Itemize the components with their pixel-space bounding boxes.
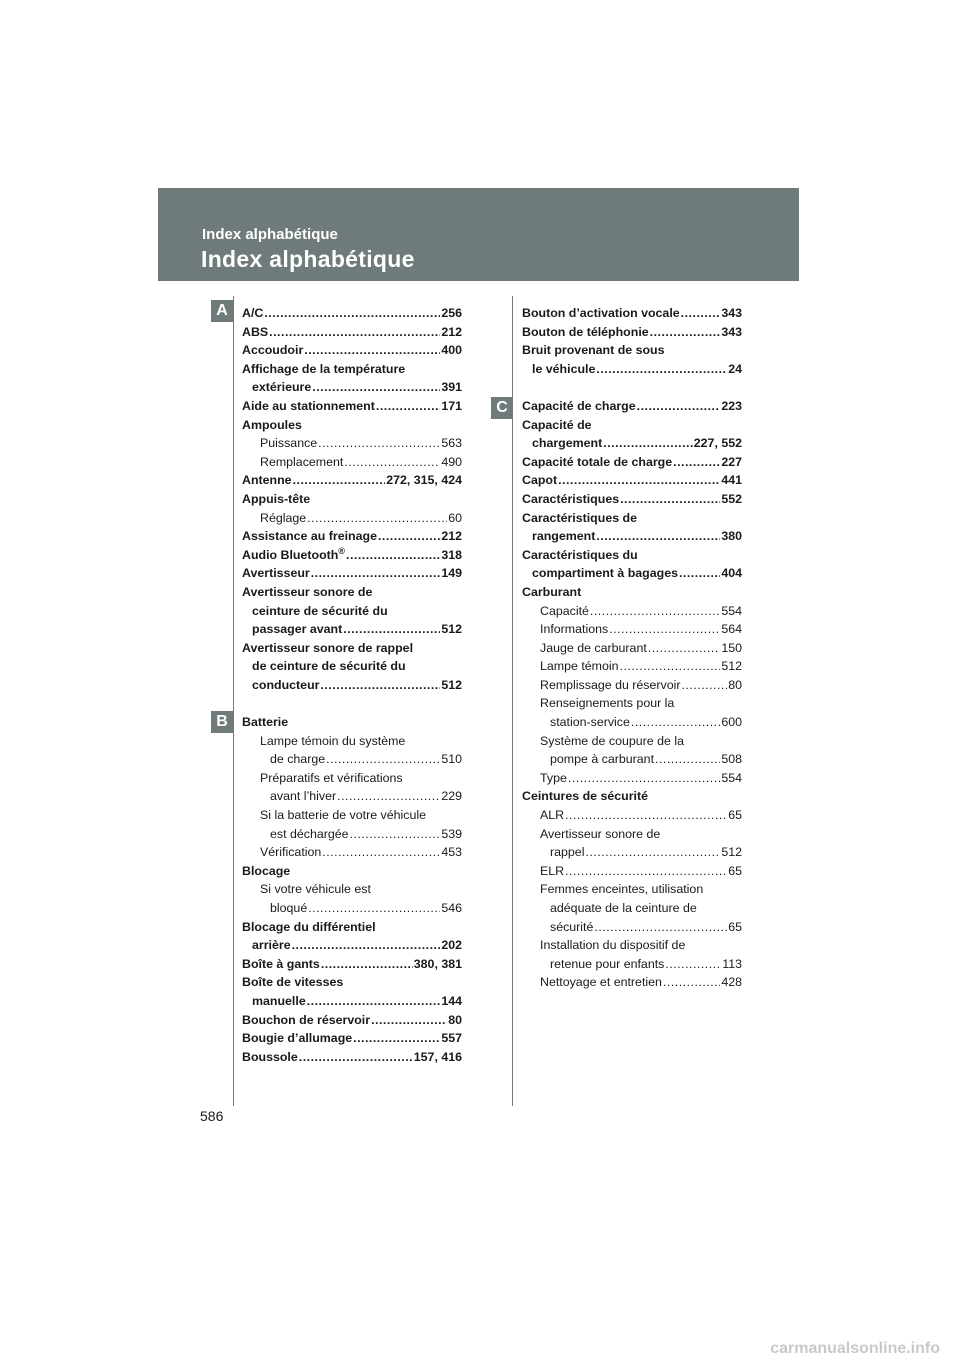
index-entry: Ceintures de sécurité (522, 789, 649, 804)
index-subentry: Réglage ..... 60 (242, 509, 462, 528)
index-entry: Blocage (242, 863, 291, 878)
index-entry: le véhicule ..... 24 (522, 360, 742, 379)
index-subentry: Remplissage du réservoir ..... 80 (522, 676, 742, 695)
index-subentry: Si votre véhicule est (260, 882, 371, 897)
index-entry: Capacité de charge ..... 223 (522, 397, 742, 416)
watermark: carmanualsonline.info (770, 1340, 940, 1357)
index-subentry: Puissance ..... 563 (242, 434, 462, 453)
index-subentry: station-service ..... 600 (522, 713, 742, 732)
section-title: Index alphabétique (202, 226, 338, 243)
index-entry: Accoudoir ..... 400 (242, 341, 462, 360)
index-column-right (522, 304, 742, 992)
index-entry: de ceinture de sécurité du (252, 659, 406, 674)
index-subentry: pompe à carburant ..... 508 (522, 750, 742, 769)
index-entry: A/C ..... 256 (242, 304, 462, 323)
index-entry: ceinture de sécurité du (252, 603, 388, 618)
index-subentry: ELR ..... 65 (522, 862, 742, 881)
index-entry: Blocage du différentiel (242, 919, 376, 934)
index-subentry: adéquate de la ceinture de (550, 901, 697, 915)
page-number: 586 (200, 1108, 224, 1124)
index-entry: Boîte de vitesses (242, 975, 344, 990)
index-subentry: Remplacement ..... 490 (242, 453, 462, 472)
index-column-left (242, 304, 462, 1066)
index-subentry: Type ..... 554 (522, 769, 742, 788)
page-title: Index alphabétique (201, 246, 415, 272)
index-entry: Assistance au freinage ..... 212 (242, 527, 462, 546)
index-entry: Bouton de téléphonie ..... 343 (522, 323, 742, 342)
index-entry: Capacité totale de charge ..... 227 (522, 453, 742, 472)
index-entry: rangement ..... 380 (522, 527, 742, 546)
index-subentry: rappel ..... 512 (522, 843, 742, 862)
column-divider-left (233, 296, 234, 1106)
index-subentry: retenue pour enfants ..... 113 (522, 955, 742, 974)
index-subentry: Nettoyage et entretien ..... 428 (522, 973, 742, 992)
index-entry: Antenne ..... 272, 315, 424 (242, 471, 462, 490)
index-entry: Bouton d’activation vocale ..... 343 (522, 304, 742, 323)
index-subentry: sécurité ..... 65 (522, 918, 742, 937)
index-entry: Caractéristiques du (522, 547, 638, 562)
index-entry: Avertisseur ..... 149 (242, 564, 462, 583)
index-subentry: Installation du dispositif de (540, 938, 686, 953)
index-entry: Boussole ..... 157, 416 (242, 1048, 462, 1067)
letter-tab-a: A (211, 300, 233, 322)
section-gap (522, 378, 742, 397)
index-subentry: Lampe témoin du système (260, 733, 406, 748)
index-entry: Boîte à gants ..... 380, 381 (242, 955, 462, 974)
index-subentry: bloqué ..... 546 (242, 899, 462, 918)
index-subentry: de charge ..... 510 (242, 750, 462, 769)
index-subentry: avant l’hiver ..... 229 (242, 787, 462, 806)
page-header (158, 188, 799, 281)
index-entry: Ampoules (242, 417, 302, 432)
index-subentry: ALR ..... 65 (522, 806, 742, 825)
index-entry: compartiment à bagages ..... 404 (522, 564, 742, 583)
index-entry: Batterie (242, 715, 289, 730)
index-entry: Bougie d’allumage ..... 557 (242, 1029, 462, 1048)
section-gap (242, 694, 462, 713)
registered-mark: ® (338, 545, 345, 556)
index-entry: Audio Bluetooth® ..... 318 (242, 546, 462, 565)
index-subentry: Capacité ..... 554 (522, 602, 742, 621)
index-entry: ABS ..... 212 (242, 323, 462, 342)
index-subentry: Lampe témoin ..... 512 (522, 657, 742, 676)
letter-tab-c: C (491, 397, 513, 419)
index-entry: Aide au stationnement ..... 171 (242, 397, 462, 416)
index-entry: Capacité de (522, 417, 592, 432)
index-entry: Bouchon de réservoir ..... 80 (242, 1011, 462, 1030)
index-subentry: Préparatifs et vérifications (260, 770, 403, 785)
index-entry: Caractéristiques ..... 552 (522, 490, 742, 509)
index-subentry: Si la batterie de votre véhicule (260, 808, 426, 823)
index-entry: arrière ..... 202 (242, 936, 462, 955)
index-entry: Caractéristiques de (522, 510, 638, 525)
index-subentry: Avertisseur sonore de (540, 826, 661, 841)
index-entry: Avertisseur sonore de rappel (242, 640, 414, 655)
index-entry: Appuis-tête (242, 491, 311, 506)
index-entry: conducteur ..... 512 (242, 676, 462, 695)
index-subentry: Système de coupure de la (540, 733, 684, 748)
index-subentry: Jauge de carburant ..... 150 (522, 639, 742, 658)
index-subentry: Renseignements pour la (540, 696, 675, 711)
index-entry: Bruit provenant de sous (522, 343, 665, 358)
index-subentry: est déchargée ..... 539 (242, 825, 462, 844)
index-entry: manuelle ..... 144 (242, 992, 462, 1011)
index-subentry: Vérification ..... 453 (242, 843, 462, 862)
index-entry: Affichage de la température (242, 361, 406, 376)
index-entry: Avertisseur sonore de (242, 584, 373, 599)
index-subentry: Informations ..... 564 (522, 620, 742, 639)
index-entry: passager avant ..... 512 (242, 620, 462, 639)
index-subentry: Femmes enceintes, utilisation (540, 882, 704, 897)
index-entry: Capot ..... 441 (522, 471, 742, 490)
letter-tab-b: B (211, 711, 233, 733)
index-entry: Carburant (522, 584, 582, 599)
index-entry: chargement ..... 227, 552 (522, 434, 742, 453)
index-entry: extérieure ..... 391 (242, 378, 462, 397)
